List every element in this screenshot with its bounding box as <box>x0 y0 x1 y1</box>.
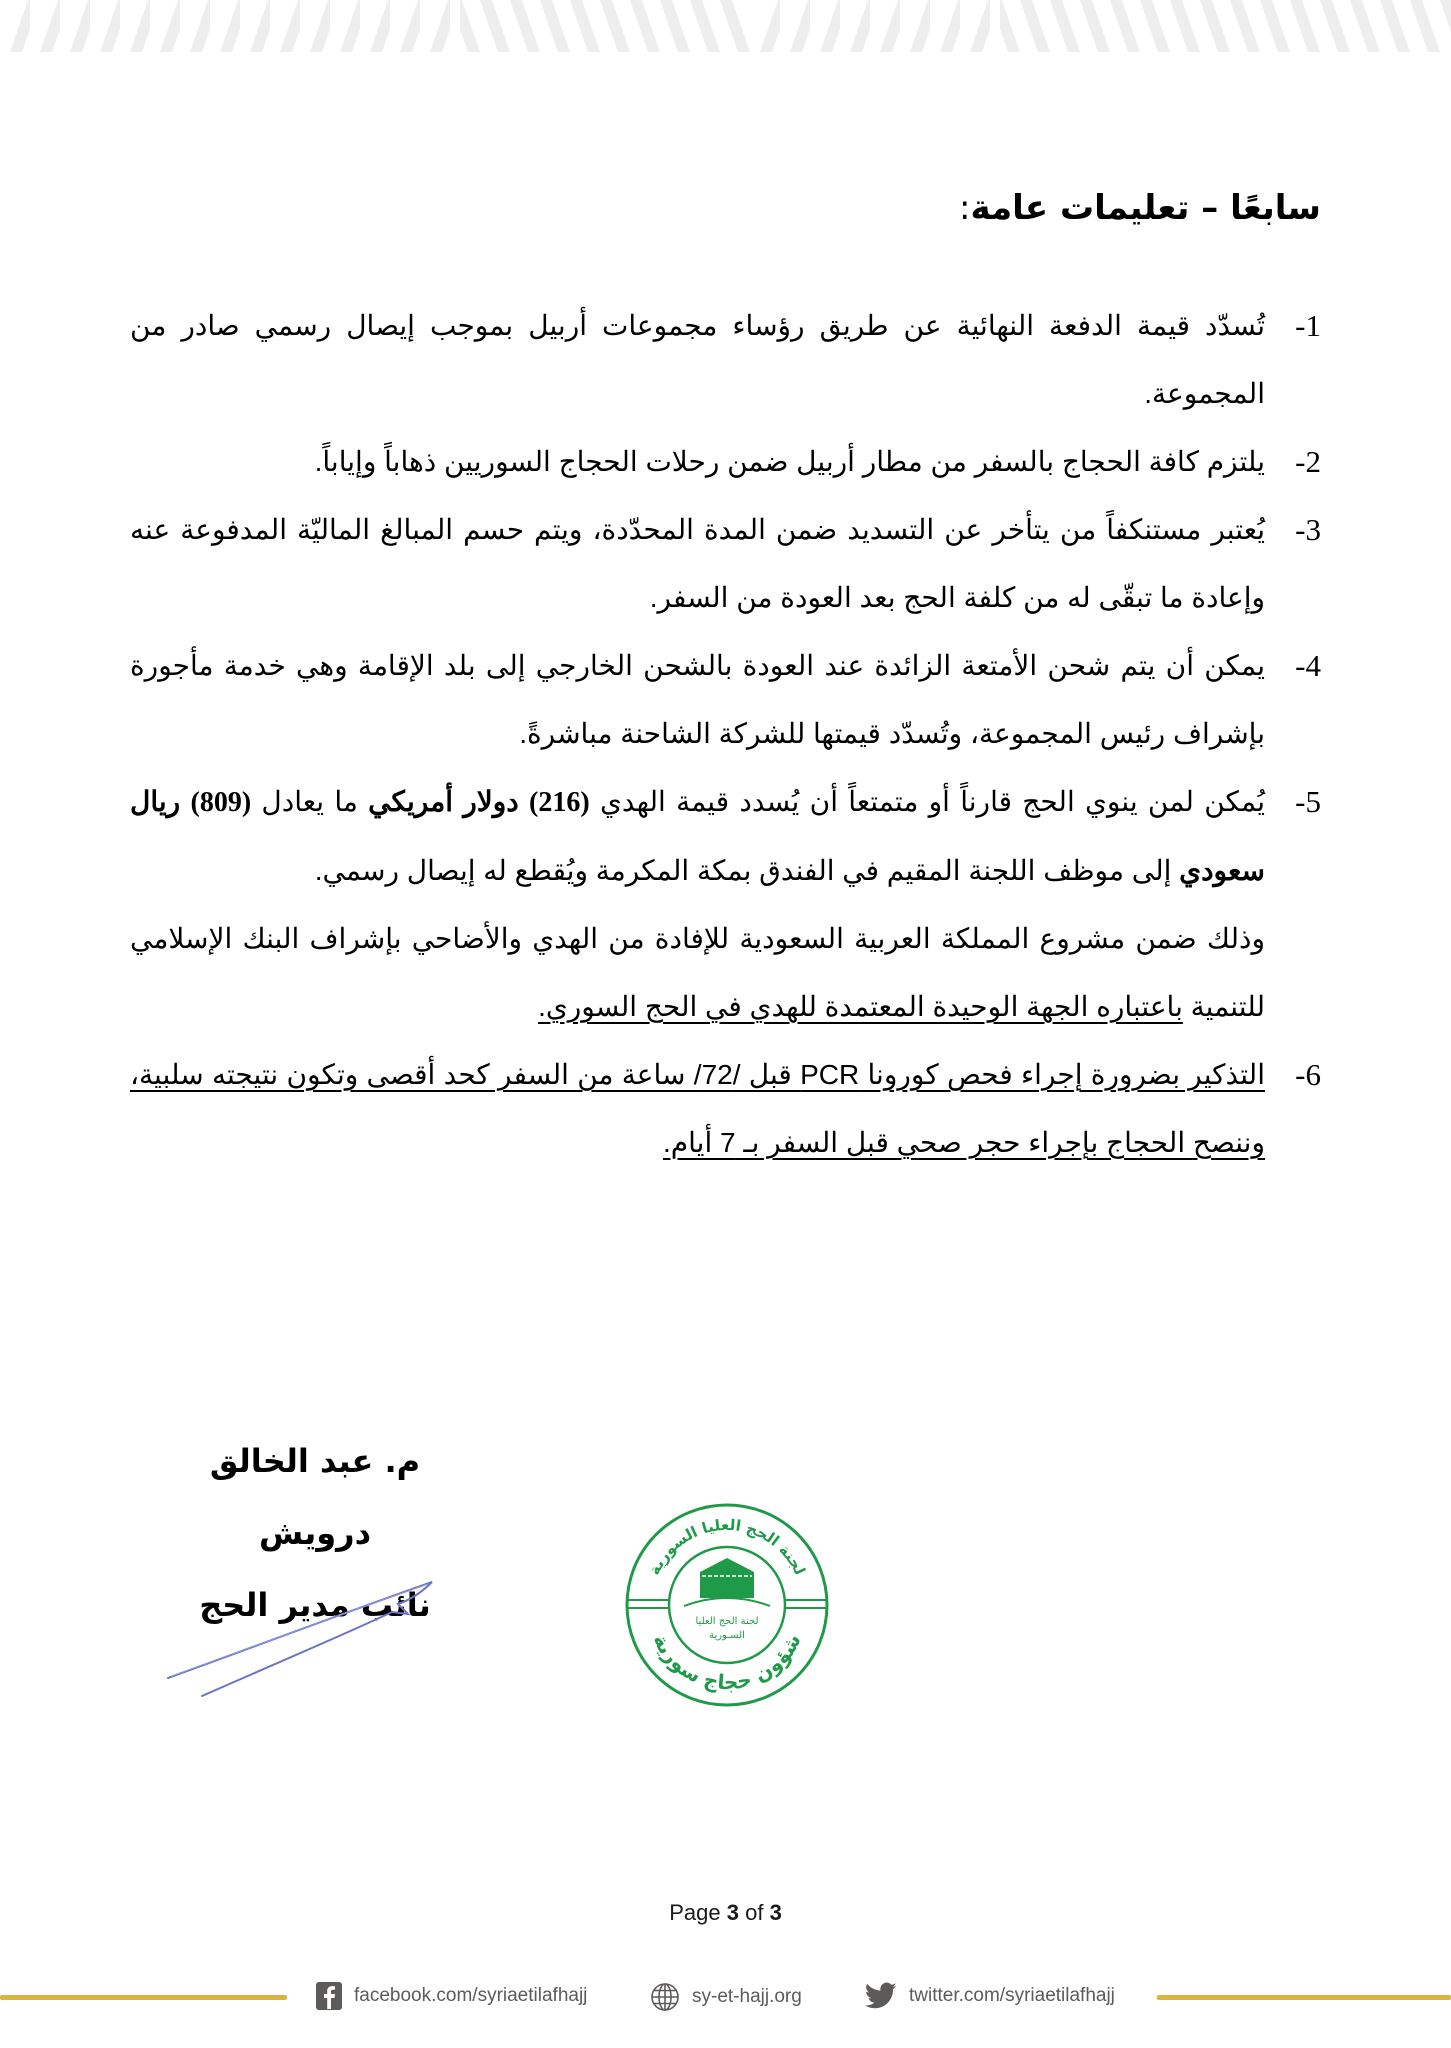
footer-website-link[interactable] <box>650 1982 802 2012</box>
instruction-item-4 <box>130 632 1321 768</box>
item-text: التذكير بضرورة إجراء فحص كورونا PCR قبل /72/ ساعة من السفر كحد أقصى وتكون نتيجته سلبية، وننصح الحجاج بإجراء حجر صحي قبل السفر بـ 7 أيام. <box>130 1059 1265 1158</box>
section-heading <box>959 188 1321 228</box>
website-url: sy-et-hajj.org <box>692 1986 802 2007</box>
page-footer <box>0 1976 1451 2020</box>
item-5-text-part2: ما يعادل <box>261 786 358 817</box>
handwritten-signature <box>160 1570 450 1700</box>
twitter-icon <box>865 1982 897 2010</box>
hady-project-text: وذلك ضمن مشروع المملكة العربية السعودية للإفادة من الهدي والأضاحي بإشراف البنك الإسلامي للتنمية <box>130 923 1265 1022</box>
twitter-url: twitter.com/syriaetilafhajj <box>909 1985 1115 2006</box>
usd-amount: (216) <box>529 787 590 818</box>
instruction-item-2 <box>130 428 1321 496</box>
instruction-item-5 <box>130 768 1321 905</box>
official-stamp <box>622 1500 832 1710</box>
page-of: of <box>745 1900 764 1925</box>
chevron-pattern-decoration <box>0 0 1451 58</box>
page-prefix: Page <box>669 1900 721 1925</box>
hady-project-paragraph <box>130 905 1265 1041</box>
page-total: 3 <box>769 1900 782 1925</box>
signatory-title: نائب مدير الحج <box>199 1586 431 1624</box>
instruction-item-1 <box>130 292 1321 428</box>
section-heading-colon: : <box>958 188 971 228</box>
signatory-name: م. عبد الخالق درويش <box>209 1442 421 1552</box>
header-pattern-band <box>0 0 1451 58</box>
globe-icon <box>650 1982 680 2012</box>
item-5-text-part3: إلى موظف اللجنة المقيم في الفندق بمكة المكرمة ويُقطع له إيصال رسمي. <box>314 855 1172 886</box>
item-text <box>130 768 1265 905</box>
sar-amount: (809) <box>190 787 252 818</box>
footer-facebook-link[interactable] <box>316 1982 587 2010</box>
facebook-icon <box>316 1982 342 2010</box>
item-number: 3- <box>1295 512 1321 547</box>
footer-left-accent-line <box>0 1995 287 2000</box>
item-text: تُسدّد قيمة الدفعة النهائية عن طريق رؤساء مجموعات أربيل بموجب إيصال رسمي صادر من المجموعة. <box>130 310 1265 409</box>
footer-right-accent-line <box>1157 1995 1451 2000</box>
footer-twitter-link[interactable] <box>865 1982 1115 2010</box>
usd-label: دولار أمريكي <box>368 786 519 817</box>
page-number <box>0 1900 1451 1926</box>
item-number: 4- <box>1295 648 1321 683</box>
instructions-list <box>130 292 1321 1177</box>
item-text: يمكن أن يتم شحن الأمتعة الزائدة عند العودة بالشحن الخارجي إلى بلد الإقامة وهي خدمة مأجورة بإشراف رئيس المجموعة، وتُسدّد قيمتها للشركة الشاحنة مباشرةً. <box>130 650 1265 749</box>
hady-project-underlined-text: باعتباره الجهة الوحيدة المعتمدة للهدي في الحج السوري. <box>538 991 1183 1022</box>
section-heading-text: سابعًا – تعليمات عامة <box>970 188 1321 228</box>
item-text: يلتزم كافة الحجاج بالسفر من مطار أربيل ضمن رحلات الحجاج السوريين ذهاباً وإياباً. <box>314 446 1265 477</box>
stamp-inner-line2: السـورية <box>709 1630 745 1641</box>
stamp-bottom-text: شؤون حجاج سورية <box>648 1629 806 1695</box>
item-text: يُعتبر مستنكفاً من يتأخر عن التسديد ضمن المدة المحدّدة، ويتم حسم المبالغ الماليّة المدفوعة عنه وإعادة ما تبقّى له من كلفة الحج بعد العودة من السفر. <box>130 514 1265 613</box>
stamp-inner-line1: لجنة الحج العليا <box>695 1616 759 1627</box>
instruction-item-6 <box>130 1041 1321 1177</box>
item-number: 2- <box>1295 444 1321 479</box>
sar-label: ريال سعودي <box>130 786 1265 886</box>
item-5-text-part1: يُمكن لمن ينوي الحج قارناً أو متمتعاً أن يُسدد قيمة الهدي <box>599 786 1265 817</box>
item-number: 5- <box>1295 784 1321 819</box>
instruction-item-3 <box>130 496 1321 632</box>
stamp-top-text: لجنة الحج العليا السورية <box>645 1515 809 1578</box>
page-current: 3 <box>726 1900 739 1925</box>
facebook-url: facebook.com/syriaetilafhajj <box>354 1985 588 2006</box>
item-number: 6- <box>1295 1057 1321 1092</box>
item-number: 1- <box>1295 308 1321 343</box>
